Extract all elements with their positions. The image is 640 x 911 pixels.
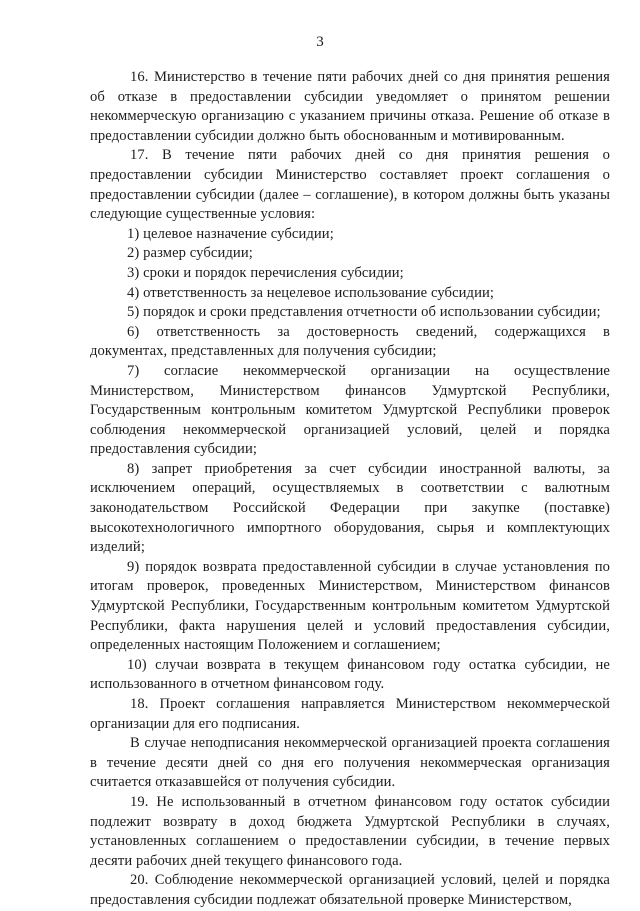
paragraph-18-refusal: В случае неподписания некоммерческой организацией проекта соглашения в течение десяти дней со дня его получения некоммерческая организация считается отказавшейся от получения субсидии.	[90, 735, 610, 791]
condition-item-1: 1) целевое назначение субсидии;	[127, 225, 334, 242]
paragraph-19: 19. Не использованный в отчетном финансовом году остаток субсидии подлежит возврату в доход бюджета Удмуртской Республики в случаях, установленных соглашением о предоставлении субсидии, в течение первых десяти рабочих дней текущего финансового года.	[90, 793, 610, 869]
condition-item-6: 6) ответственность за достоверность сведений, содержащихся в документах, представленных для получения субсидии;	[90, 323, 610, 360]
page-number: 3	[316, 34, 324, 50]
condition-item-8: 8) запрет приобретения за счет субсидии иностранной валюты, за исключением операций, осуществляемых в соответствии с валютным законодательством Российской Федерации при закупке (поставке) высокотехнологичного импортного оборудования, сырья и комплектующих изделий;	[90, 460, 610, 556]
condition-item-10: 10) случаи возврата в текущем финансовом году остатка субсидии, не использованного в отчетном финансовом году.	[90, 656, 610, 693]
condition-item-3: 3) сроки и порядок перечисления субсидии;	[127, 264, 404, 281]
paragraph-17: 17. В течение пяти рабочих дней со дня принятия решения о предоставлении субсидии Министерство составляет проект соглашения о предоставлении субсидии (далее – соглашение), в котором должны быть указаны следующие существенные условия:	[90, 147, 610, 223]
paragraph-16: 16. Министерство в течение пяти рабочих дней со дня принятия решения об отказе в предоставлении субсидии уведомляет о принятом решении некоммерческую организацию с указанием причины отказа. Решение об отказе в предоставлении субсидии должно быть обоснованным и мотивированным.	[90, 69, 610, 144]
condition-item-7: 7) согласие некоммерческой организации на осуществление Министерством, Министерством финансов Удмуртской Республики, Государственным контрольным комитетом Удмуртской Республики проверок соблюдения некоммерческой организацией условий, целей и порядка предоставления субсидии;	[90, 362, 610, 458]
condition-item-5: 5) порядок и сроки представления отчетности об использовании субсидии;	[127, 304, 601, 321]
condition-item-9: 9) порядок возврата предоставленной субсидии в случае установления по итогам проверок, проведенных Министерством, Министерством финансов Удмуртской Республики, Государственным контрольным комитетом Удмуртской Республики, факта нарушения целей и условий предоставления субсидии, определенных настоящим Положением и соглашением;	[90, 558, 610, 654]
condition-item-2: 2) размер субсидии;	[127, 245, 253, 262]
document-body	[90, 68, 610, 911]
condition-item-4: 4) ответственность за нецелевое использование субсидии;	[127, 284, 495, 301]
paragraph-20: 20. Соблюдение некоммерческой организацией условий, целей и порядка предоставления субсидии подлежат обязательной проверке Министерством,	[90, 872, 610, 908]
paragraph-18: 18. Проект соглашения направляется Министерством некоммерческой организации для его подписания.	[90, 696, 610, 732]
